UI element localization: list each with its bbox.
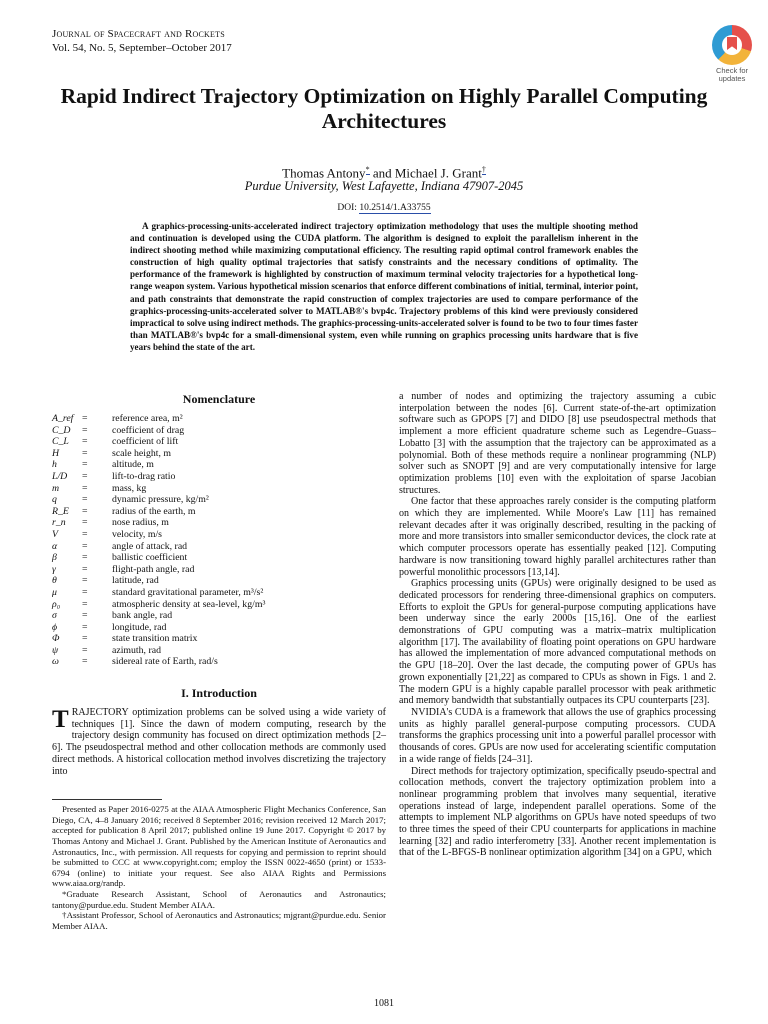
- journal-header: [52, 27, 232, 55]
- nomenclature-definition: coefficient of drag: [112, 424, 185, 436]
- nomenclature-symbol: α: [52, 540, 58, 552]
- nomenclature-definition: standard gravitational parameter, m³/s²: [112, 586, 264, 598]
- author-1-footnote-link[interactable]: *: [365, 165, 370, 174]
- badge-line-2: updates: [718, 74, 746, 83]
- nomenclature-symbol: Φ: [52, 633, 60, 645]
- nomenclature-row: [52, 506, 386, 518]
- nomenclature-symbol: h: [52, 459, 57, 471]
- nomenclature-equals: =: [82, 413, 88, 424]
- nomenclature-definition: angle of attack, rad: [112, 540, 188, 552]
- intro-paragraph-1: [52, 707, 386, 777]
- nomenclature-row: [52, 483, 386, 495]
- nomenclature-definition: nose radius, m: [112, 517, 169, 529]
- footnote-author-2: †Assistant Professor, School of Aeronautics and Astronautics; mjgrant@purdue.edu. Senior Member AIAA.: [52, 910, 386, 931]
- nomenclature-symbol: H: [52, 447, 60, 459]
- nomenclature-equals: =: [82, 505, 88, 517]
- nomenclature-equals: =: [82, 436, 88, 448]
- nomenclature-row: [52, 413, 386, 425]
- nomenclature-symbol: ϕ: [52, 621, 58, 633]
- nomenclature-definition: dynamic pressure, kg/m²: [112, 494, 209, 506]
- nomenclature-row: [52, 529, 386, 541]
- footnote-submission: Presented as Paper 2016-0275 at the AIAA Atmospheric Flight Mechanics Conference, San Diego, CA, 4–8 January 2016; received 8 September 2016; revision received 12 March 2017; accepted for publication 8 April 2017; published online 19 June 2017. Copyright © 2017 by Thomas Antony and Michael J. Grant. Published by the American Institute of Aeronautics and Astronautics, Inc., with permission. All requests for copying and permission to reprint should be submitted to CCC at www.copyright.com; employ the ISSN 0022-4650 (print) or 1533-6794 (online) to initiate your request. See also AIAA Rights and Permissions www.aiaa.org/randp.: [52, 804, 386, 889]
- nomenclature-symbol: β: [52, 552, 57, 564]
- nomenclature-definition: latitude, rad: [112, 575, 159, 587]
- nomenclature-symbol: r_n: [52, 517, 66, 529]
- nomenclature-row: [52, 633, 386, 645]
- nomenclature-row: [52, 471, 386, 483]
- nomenclature-equals: =: [82, 563, 88, 575]
- nomenclature-definition: coefficient of lift: [112, 436, 179, 448]
- nomenclature-equals: =: [82, 598, 88, 610]
- right-paragraph-3: Graphics processing units (GPUs) were originally designed to be used as dedicated processors for rendering three-dimensional graphics on computers. Efforts to exploit the GPUs for general-purpose computing applications have been underway since the early 2000s [15,16]. One of the earliest demonstrations of GPU computing was a matrix–matrix multiplication algorithm [17]. The availability of floating point operations on GPU hardware has allowed the implementation of more advanced computational methods on the GPU [18–20]. Over the last decade, the computing power of GPUs has grown exponentially [21,22] as compared to CPUs as shown in Figs. 1 and 2. The modern GPU is a highly capable parallel processor with peak arithmetic and memory bandwidth that substantially outpaces its CPU counterparts [23].: [399, 578, 716, 707]
- nomenclature-symbol: L/D: [52, 470, 68, 482]
- right-column: [399, 391, 716, 859]
- nomenclature-equals: =: [82, 482, 88, 494]
- nomenclature-equals: =: [82, 447, 88, 459]
- nomenclature-symbol: σ: [52, 610, 57, 622]
- nomenclature-definition: longitude, rad: [112, 621, 167, 633]
- nomenclature-definition: velocity, m/s: [112, 528, 162, 540]
- nomenclature-symbol: C_L: [52, 436, 69, 448]
- nomenclature-equals: =: [82, 470, 88, 482]
- nomenclature-row: [52, 622, 386, 634]
- nomenclature-definition: altitude, m: [112, 459, 154, 471]
- affiliation: Purdue University, West Lafayette, Indiana 47907-2045: [244, 179, 524, 193]
- paper-title: Rapid Indirect Trajectory Optimization on Highly Parallel Computing Architectures: [60, 84, 708, 133]
- nomenclature-symbol: q: [52, 494, 57, 506]
- badge-line-1: Check for: [715, 66, 749, 75]
- nomenclature-equals: =: [82, 517, 88, 529]
- left-column: [52, 392, 386, 931]
- right-paragraph-4: NVIDIA's CUDA is a framework that allows the use of graphics processing units as highly parallel general-purpose computing processors. CUDA transforms the graphics processing unit into a powerful parallel processor with thousands of cores. GPUs are now used for accelerating scientific computation in a wide range of fields [24–31].: [399, 706, 716, 765]
- nomenclature-symbol: ρ₀: [52, 598, 61, 610]
- nomenclature-heading: Nomenclature: [182, 392, 256, 406]
- nomenclature-row: [52, 459, 386, 471]
- abstract: A graphics-processing-units-accelerated indirect trajectory optimization methodology that uses the multiple shooting method and continuation is developed using the CUDA platform. The algorithm is designed to exploit the parallelism inherent in the indirect shooting method while maximizing computational efficiency. The resulting rapid optimal control framework enables the construction of high quality optimal trajectories that satisfy constraints and the necessary conditions of optimality. The performance of the framework is highlighted by construction of maximum terminal velocity trajectories for a hypothetical long-range weapon system. Various hypothetical mission scenarios that enforce different combinations of initial, terminal, interior point, and path constraints that demonstrate the rapid construction of complex trajectories are used to compare performance of the graphics-processing-units-accelerated solver to MATLAB®'s bvp4c. Trajectory problems of this kind were previously considered impractical to solve using indirect methods. The graphics-processing-units-accelerated solver is found to be two to four times faster than MATLAB®'s bvp4c for a small-dimensional system, even while running on graphics processing units hardware that is five years behind the state of the art.: [130, 221, 638, 352]
- nomenclature-row: [52, 610, 386, 622]
- right-paragraph-2: One factor that these approaches rarely consider is the computing platform on which they are implemented. While Moore's Law [11] has remained relevant decades after it was originally described, resulting in the packing of more and more transistors into smaller semiconductor devices, the clock rate at which computer processors operate has essentially peaked [12]. Computing hardware is now transitioning toward highly parallel architectures rather than powerful monolithic processors [13,14].: [399, 496, 716, 578]
- nomenclature-equals: =: [82, 575, 88, 587]
- nomenclature-row: [52, 575, 386, 587]
- nomenclature-row: [52, 599, 386, 611]
- nomenclature-equals: =: [82, 494, 88, 506]
- nomenclature-equals: =: [82, 552, 88, 564]
- nomenclature-row: [52, 587, 386, 599]
- doi-line: [60, 203, 708, 213]
- nomenclature-symbol: ω: [52, 656, 59, 668]
- nomenclature-row: [52, 425, 386, 437]
- nomenclature-row: [52, 552, 386, 564]
- nomenclature-equals: =: [82, 656, 88, 668]
- nomenclature-symbol: R_E: [52, 505, 69, 517]
- introduction-heading: I. Introduction: [181, 686, 257, 701]
- nomenclature-definition: bank angle, rad: [112, 610, 173, 622]
- nomenclature-symbol: θ: [52, 575, 57, 587]
- nomenclature-definition: lift-to-drag ratio: [112, 470, 176, 482]
- intro-paragraph-1-text: RAJECTORY optimization problems can be solved using a wide variety of techniques [1]. Since the dawn of modern computing, research by the trajectory design community has focused on direct optimization methods [2–6]. The pseudospectral method and other collocation methods are commonly used direct methods. A historical collocation method involves discretizing the trajectory into: [52, 707, 386, 777]
- drop-cap: T: [52, 706, 69, 734]
- doi-label: DOI:: [337, 203, 360, 213]
- nomenclature-row: [52, 436, 386, 448]
- right-paragraph-1: a number of nodes and optimizing the trajectory assuming a cubic interpolation between the nodes [6]. Current state-of-the-art optimization software such as GPOPS [7] and DIDO [8] use pseudospectral methods that implement a more efficient quadrature scheme such as Legendre–Guass–Lobatto [3] with the assumption that the trajectory can be approximated as a polynomial. Both of these methods require a nonlinear programming (NLP) solver such as SNOPT [9] and are very computationally intensive for large optimization problems [10] even with the exploitation of sparse Jacobian structures.: [399, 391, 716, 496]
- nomenclature-definition: flight-path angle, rad: [112, 563, 195, 575]
- nomenclature-row: [52, 656, 386, 668]
- nomenclature-symbol: ψ: [52, 644, 59, 656]
- nomenclature-definition: sidereal rate of Earth, rad/s: [112, 656, 218, 668]
- nomenclature-equals: =: [82, 621, 88, 633]
- nomenclature-equals: =: [82, 633, 88, 645]
- nomenclature-definition: radius of the earth, m: [112, 505, 196, 517]
- author-1: Thomas Antony: [282, 165, 366, 181]
- nomenclature-symbol: m: [52, 482, 60, 494]
- nomenclature-symbol: γ: [52, 563, 56, 575]
- nomenclature-equals: =: [82, 424, 88, 436]
- nomenclature-row: [52, 541, 386, 553]
- author-2-footnote-link[interactable]: †: [481, 165, 486, 174]
- nomenclature-symbol: C_D: [52, 424, 71, 436]
- nomenclature-definition: ballistic coefficient: [112, 552, 188, 564]
- nomenclature-equals: =: [82, 528, 88, 540]
- nomenclature-equals: =: [82, 459, 88, 471]
- nomenclature-definition: scale height, m: [112, 447, 172, 459]
- nomenclature-equals: =: [82, 540, 88, 552]
- nomenclature-definition: atmospheric density at sea-level, kg/m³: [112, 598, 266, 610]
- nomenclature-row: [52, 448, 386, 460]
- journal-name: Journal of Spacecraft and Rockets: [52, 28, 225, 40]
- right-paragraph-5: Direct methods for trajectory optimization, specifically pseudo-spectral and collocation methods, convert the trajectory optimization problem into a nonlinear programming problem that involves many sequential, iterative operations instead of large, independent parallel operations. Some of the attempts to implement NLP algorithms on GPUs have noted speedups of two to three times the speed of their CPU counterparts for applications in machine learning [32] and radio interferometry [33]. Another recent implementation is that of the L-BFGS-B nonlinear optimization algorithm [34] on a GPU, which: [399, 765, 716, 859]
- nomenclature-definition: azimuth, rad: [112, 644, 161, 656]
- nomenclature-definition: mass, kg: [112, 482, 147, 494]
- nomenclature-equals: =: [82, 610, 88, 622]
- nomenclature-symbol: A_ref: [52, 413, 74, 424]
- nomenclature-row: [52, 494, 386, 506]
- crossmark-icon: [712, 25, 752, 65]
- nomenclature-symbol: μ: [52, 586, 57, 598]
- author-conjunction: and: [369, 165, 395, 181]
- nomenclature-definition: state transition matrix: [112, 633, 198, 645]
- nomenclature-equals: =: [82, 644, 88, 656]
- nomenclature-row: [52, 517, 386, 529]
- nomenclature-list: [52, 413, 386, 668]
- nomenclature-definition: reference area, m²: [112, 413, 183, 424]
- doi-link[interactable]: 10.2514/1.A33755: [359, 203, 431, 213]
- footnote-rule: [52, 799, 162, 800]
- author-2: Michael J. Grant: [394, 165, 482, 181]
- nomenclature-equals: =: [82, 586, 88, 598]
- check-for-updates-badge[interactable]: [706, 25, 758, 81]
- journal-issue: Vol. 54, No. 5, September–October 2017: [52, 42, 232, 54]
- nomenclature-symbol: V: [52, 528, 58, 540]
- nomenclature-row: [52, 564, 386, 576]
- page-number: 1081: [374, 998, 394, 1009]
- footnote-author-1: *Graduate Research Assistant, School of Aeronautics and Astronautics; tantony@purdue.edu. Student Member AIAA.: [52, 889, 386, 910]
- nomenclature-row: [52, 645, 386, 657]
